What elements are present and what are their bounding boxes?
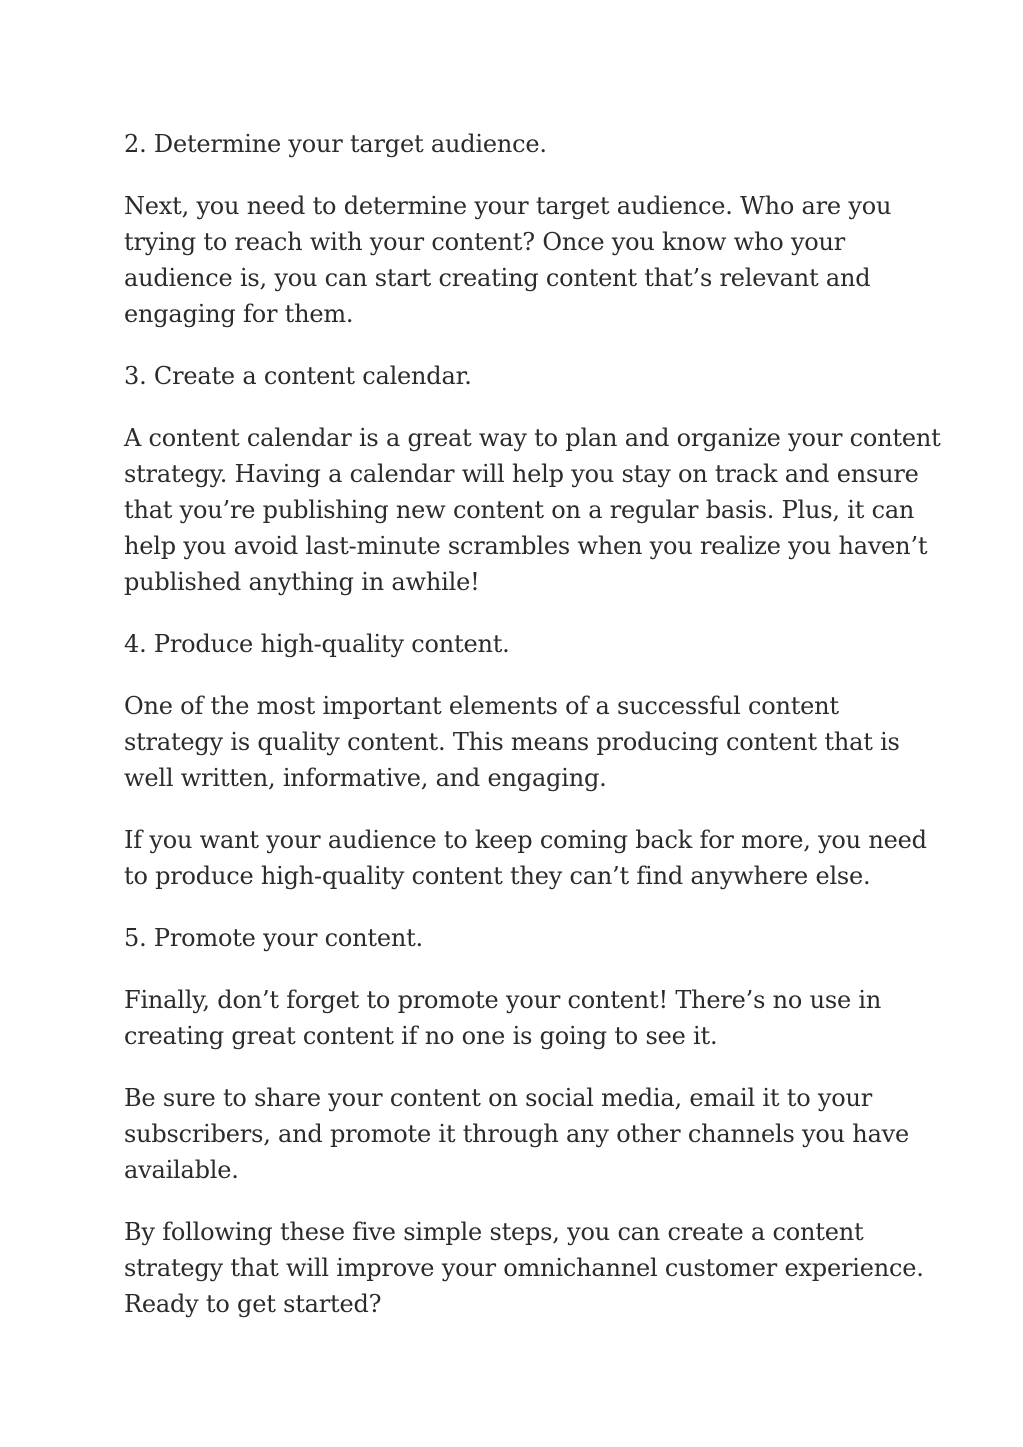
conclusion-paragraph	[124, 1214, 924, 1322]
step-5-heading	[124, 920, 914, 956]
target-audience-paragraph	[124, 188, 914, 332]
text-line: published anything in awhile!	[124, 568, 480, 596]
text-line: strategy. Having a calendar will help you stay on track and ensure	[124, 460, 919, 488]
text-line: Finally, don’t forget to promote your content! There’s no use in	[124, 986, 882, 1014]
text-line: strategy is quality content. This means producing content that is	[124, 728, 900, 756]
promote-paragraph	[124, 982, 914, 1054]
text-line: 4. Produce high-quality content.	[124, 630, 510, 658]
text-line: help you avoid last-minute scrambles when you realize you haven’t	[124, 532, 928, 560]
text-line: engaging for them.	[124, 300, 354, 328]
quality-content-paragraph	[124, 688, 914, 796]
text-line: One of the most important elements of a successful content	[124, 692, 839, 720]
text-line: subscribers, and promote it through any other channels you have	[124, 1120, 910, 1148]
text-line: available.	[124, 1156, 239, 1184]
step-4-heading	[124, 626, 914, 662]
text-line: to produce high-quality content they can’t find anywhere else.	[124, 862, 871, 890]
text-line: 2. Determine your target audience.	[124, 130, 547, 158]
audience-retention-paragraph	[124, 822, 927, 894]
text-line: By following these five simple steps, you can create a content	[124, 1218, 864, 1246]
share-paragraph	[124, 1080, 914, 1188]
text-line: If you want your audience to keep coming back for more, you need	[124, 826, 927, 854]
text-line: Next, you need to determine your target audience. Who are you	[124, 192, 892, 220]
text-line: Be sure to share your content on social media, email it to your	[124, 1084, 873, 1112]
step-2-heading	[124, 126, 914, 162]
text-line: that you’re publishing new content on a regular basis. Plus, it can	[124, 496, 915, 524]
text-line: well written, informative, and engaging.	[124, 764, 607, 792]
document-page	[124, 126, 941, 1348]
text-line: 3. Create a content calendar.	[124, 362, 472, 390]
text-line: audience is, you can start creating content that’s relevant and	[124, 264, 871, 292]
step-3-heading	[124, 358, 914, 394]
text-line: strategy that will improve your omnichannel customer experience.	[124, 1254, 924, 1282]
text-line: A content calendar is a great way to plan and organize your content	[124, 424, 941, 452]
text-line: trying to reach with your content? Once you know who your	[124, 228, 846, 256]
content-calendar-paragraph	[124, 420, 941, 600]
text-line: Ready to get started?	[124, 1290, 382, 1318]
text-line: creating great content if no one is going to see it.	[124, 1022, 718, 1050]
text-line: 5. Promote your content.	[124, 924, 423, 952]
